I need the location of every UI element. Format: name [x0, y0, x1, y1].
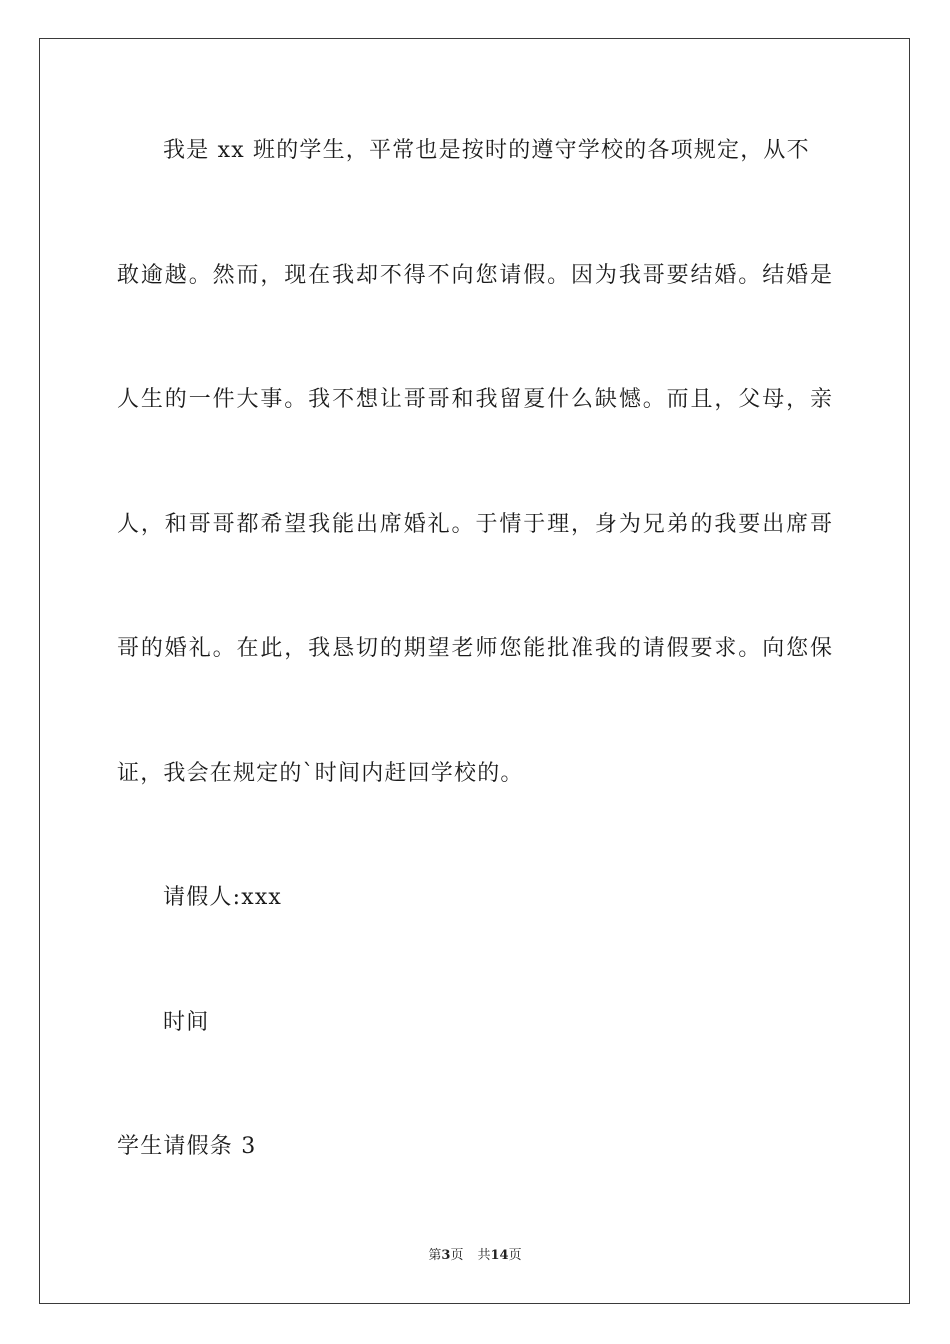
paragraph-line-4: 人，和哥哥都希望我能出席婚礼。于情于理，身为兄弟的我要出席哥	[117, 512, 832, 537]
paragraph-line-5: 哥的婚礼。在此，我恳切的期望老师您能批准我的请假要求。向您保	[117, 636, 832, 661]
page-footer	[0, 1247, 950, 1265]
paragraph-line-2: 敢逾越。然而，现在我却不得不向您请假。因为我哥要结婚。结婚是	[117, 263, 832, 288]
paragraph-line-6: 证，我会在规定的`时间内赶回学校的。	[117, 761, 524, 786]
footer-total-prefix: 共	[477, 1248, 491, 1263]
page-border	[39, 38, 910, 1304]
paragraph-line-1: 我是 xx 班的学生，平常也是按时的遵守学校的各项规定，从不	[163, 138, 810, 163]
applicant-line: 请假人:xxx	[163, 885, 283, 910]
footer-page-suffix: 页	[450, 1248, 464, 1263]
footer-page-number: 3	[441, 1248, 451, 1263]
paragraph-line-3: 人生的一件大事。我不想让哥哥和我留夏什么缺憾。而且，父母，亲	[117, 387, 832, 412]
footer-total-suffix: 页	[508, 1248, 522, 1263]
footer-page-prefix: 第	[428, 1248, 442, 1263]
time-label: 时间	[163, 1010, 210, 1035]
footer-total-pages: 14	[490, 1248, 509, 1263]
section-heading: 学生请假条 3	[117, 1134, 257, 1159]
